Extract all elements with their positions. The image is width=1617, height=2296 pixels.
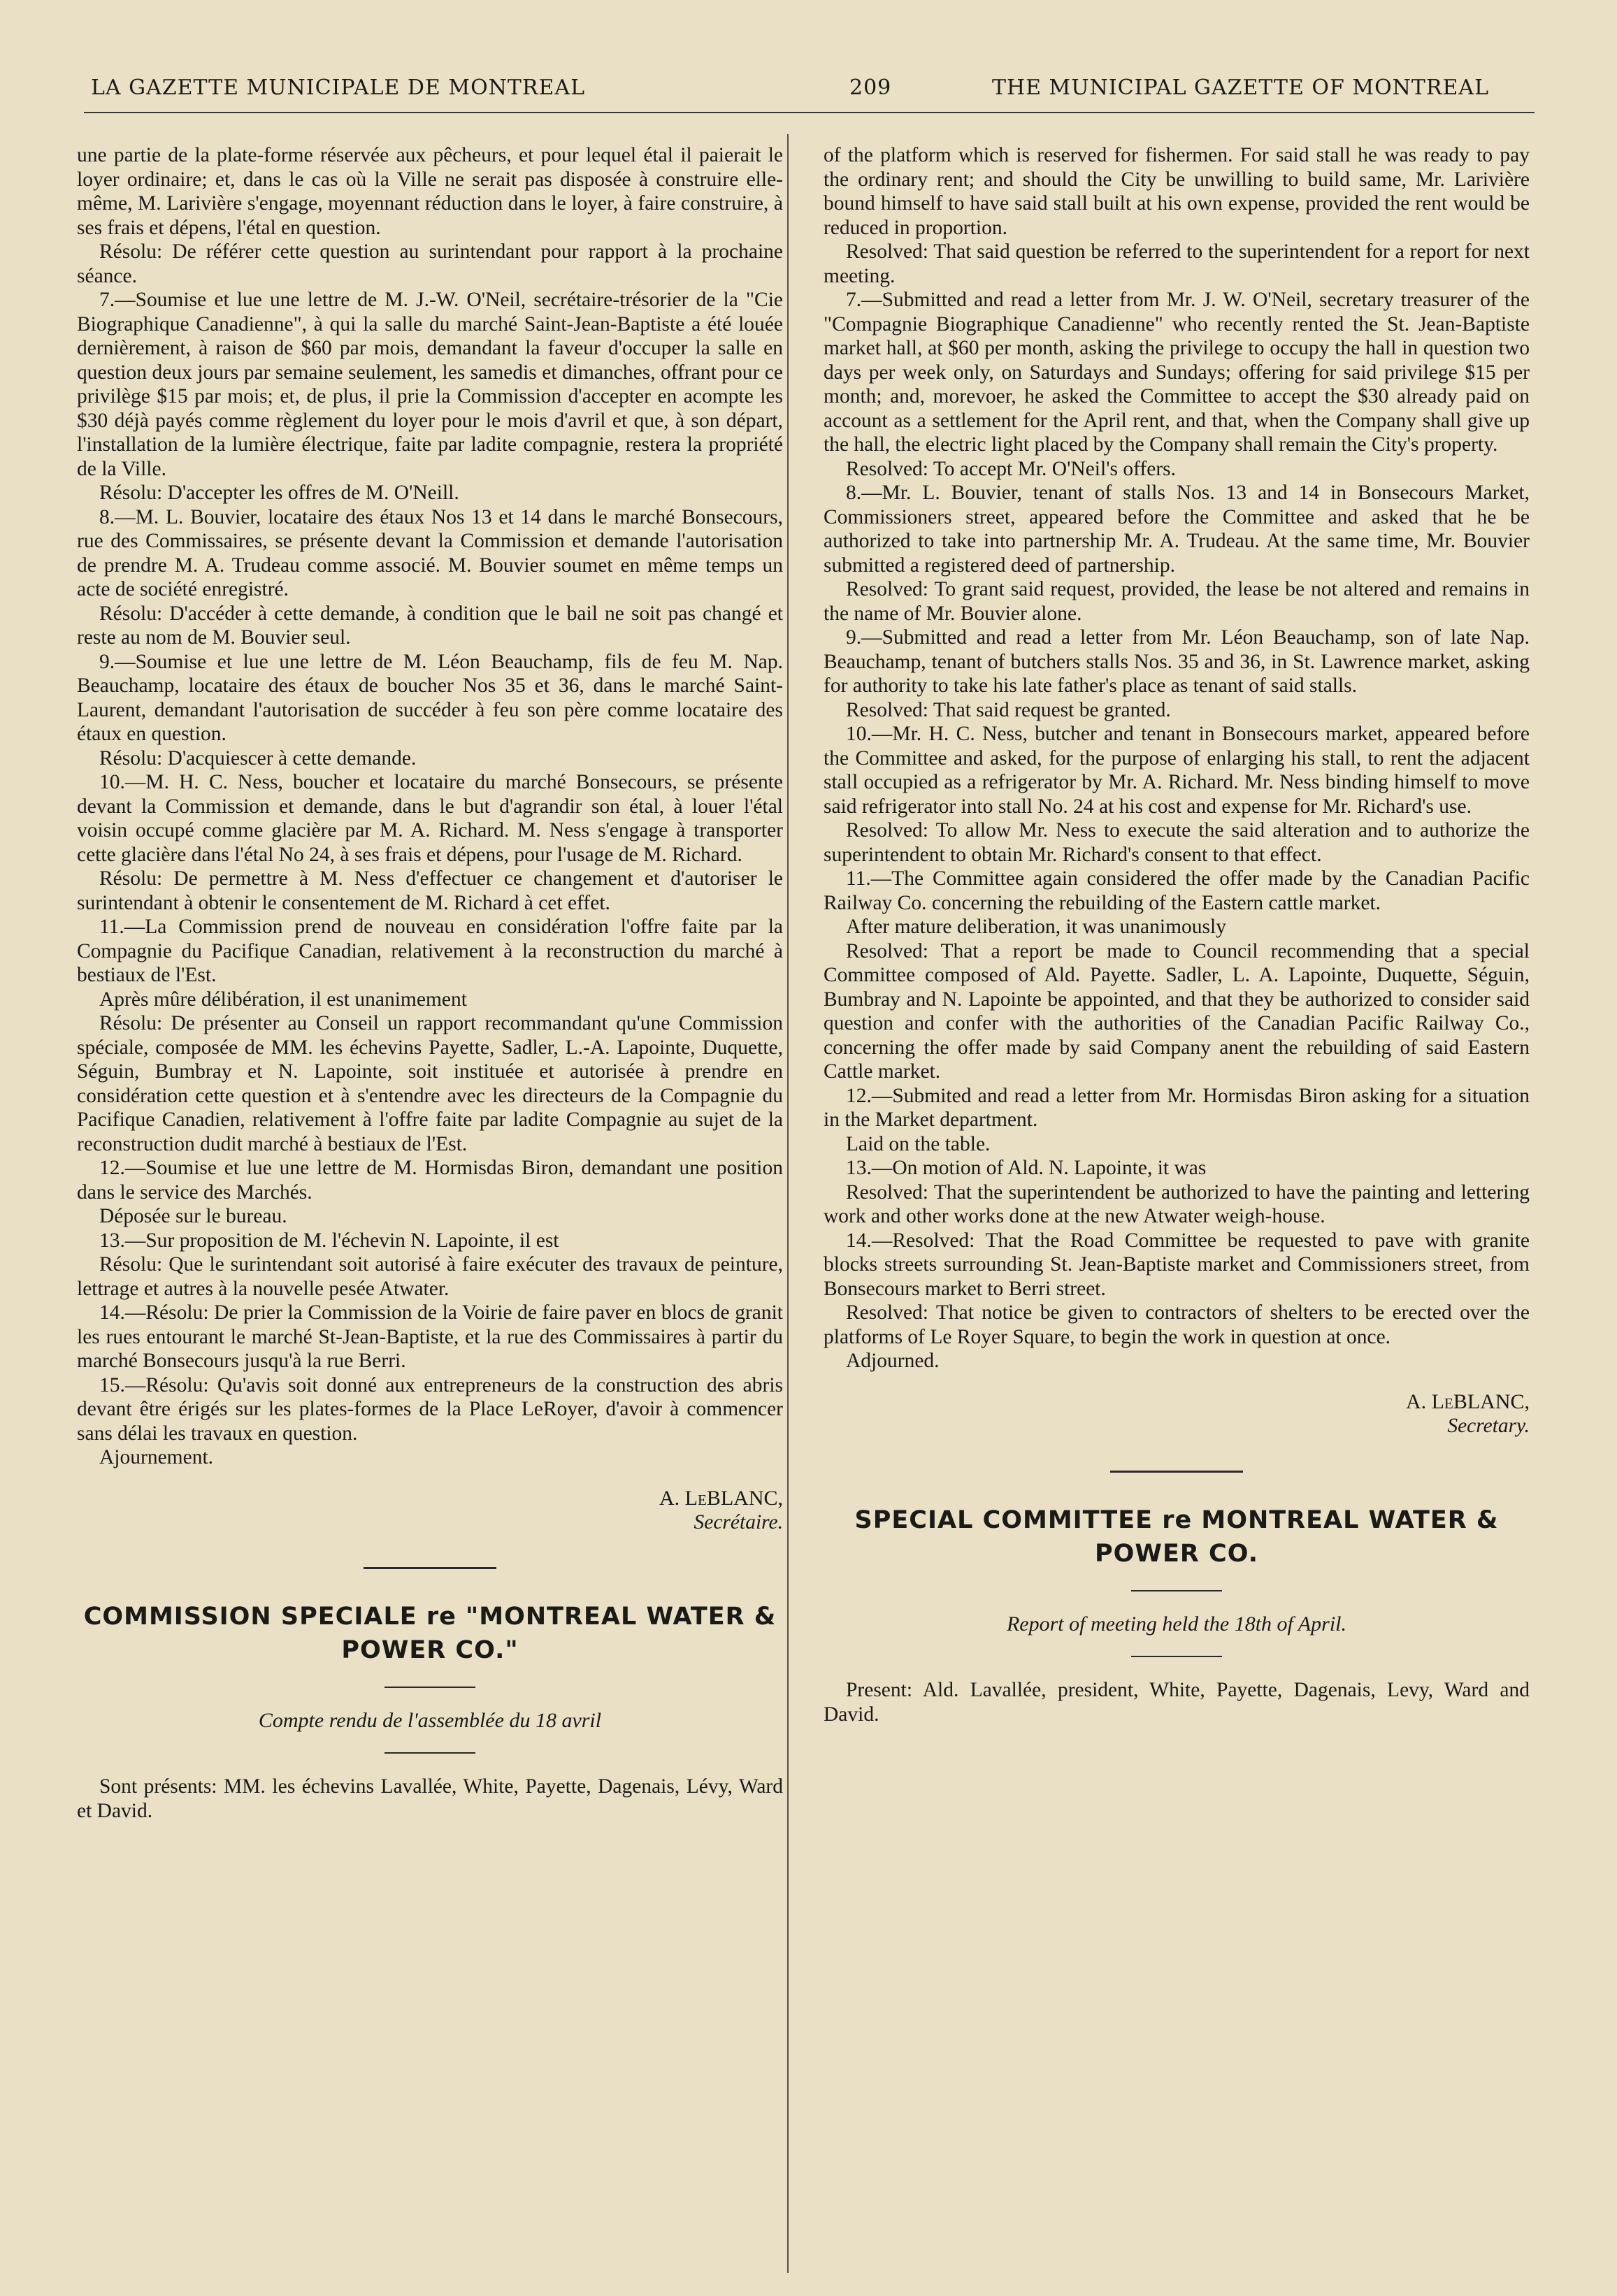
minute-paragraph: After mature deliberation, it was unanimously xyxy=(846,916,1226,938)
minute-paragraph: 14.—Resolved: That the Road Committee be requested to pave with granite blocks streets surrounding St. Jean-Baptiste market and Commissioners street, from Bonsecours market to Berri street. xyxy=(824,1229,1530,1300)
subtitle-separator xyxy=(1131,1656,1222,1657)
minute-paragraph: 10.—Mr. H. C. Ness, butcher and tenant in Bonsecours market, appeared before the Committee and asked, for the purpose of enlarging his stall, to rent the adjacent stall occupied as a refrigerator by Mr. A. Richard. Mr. Ness binding himself to move said refrigerator into stall No. 24 at his cost and expense for Mr. Richard's use. xyxy=(824,723,1530,818)
section-separator xyxy=(1110,1471,1243,1473)
header-french-title: LA GAZETTE MUNICIPALE DE MONTREAL xyxy=(91,75,586,100)
minute-paragraph: Laid on the table. xyxy=(846,1132,991,1155)
english-minutes xyxy=(824,143,1530,1373)
minute-paragraph: Resolved: To accept Mr. O'Neil's offers. xyxy=(846,457,1176,480)
minute-paragraph: 8.—M. L. Bouvier, locataire des étaux Nos 13 et 14 dans le marché Bonsecours, rue des Commissaires, se présente devant la Commission et demande l'autorisation de prendre M. A. Trudeau comme associé. M. Bouvier soumet en même temps un acte de société enregistré. xyxy=(77,505,783,600)
french-column xyxy=(77,143,783,1823)
minute-paragraph: 10.—M. H. C. Ness, boucher et locataire du marché Bonsecours, se présente devant la Commission et demande, dans le but d'agrandir son étal, à louer l'étal voisin occupé comme glacière par M. A. Richard. M. Ness s'engage à transporter cette glacière dans l'étal No 24, à ses frais et dépens, pour l'usage de M. Richard. xyxy=(77,771,783,866)
french-section-subtitle: Compte rendu de l'assemblée du 18 avril xyxy=(258,1708,602,1732)
french-minutes xyxy=(77,143,783,1470)
minute-paragraph: Résolu: De permettre à M. Ness d'effectuer ce changement et d'autoriser le surintendant à obtenir le consentement de M. Richard à cet effet. xyxy=(77,867,783,914)
column-divider xyxy=(787,134,789,2273)
minute-paragraph: Ajournement. xyxy=(99,1446,214,1468)
minute-paragraph: 13.—On motion of Ald. N. Lapointe, it was xyxy=(846,1157,1207,1179)
minute-paragraph: Resolved: To grant said request, provided, the lease be not altered and remains in the name of Mr. Bouvier alone. xyxy=(824,578,1530,625)
minute-paragraph: Resolved: To allow Mr. Ness to execute the said alteration and to authorize the superintendent to obtain Mr. Richard's consent to that effect. xyxy=(824,819,1530,866)
minute-paragraph: 9.—Soumise et lue une lettre de M. Léon Beauchamp, fils de feu M. Nap. Beauchamp, locataire des étaux de boucher Nos 35 et 36, dans le marché Saint-Laurent, demandant l'autorisation de succéder à feu son père comme locataire des étaux en question. xyxy=(77,650,783,745)
minute-paragraph: Après mûre délibération, il est unanimement xyxy=(99,988,467,1011)
minute-paragraph: 7.—Soumise et lue une lettre de M. J.-W. O'Neil, secrétaire-trésorier de la "Cie Biographique Canadienne", à qui la salle du marché Saint-Jean-Baptiste a été louée dernièrement, à raison de $60 par mois, demandant la faveur d'occuper la salle en question deux jours par semaine seulement, les samedis et dimanches, offrant pour ce privilège $15 par mois; et, de plus, il prie la Commission d'accepter en acompte les $30 déjà payés comme règlement du loyer pour le mois d'avril et que, à son départ, l'installation de la lumière électrique, faite par ladite compagnie, restera la propriété de la Ville. xyxy=(77,289,783,480)
subtitle-separator xyxy=(385,1752,475,1754)
minute-paragraph: 12.—Soumise et lue une lettre de M. Hormisdas Biron, demandant une position dans le service des Marchés. xyxy=(77,1157,783,1204)
minute-paragraph: 12.—Submited and read a letter from Mr. Hormisdas Biron asking for a situation in the Market department. xyxy=(824,1084,1530,1131)
minute-paragraph: Résolu: D'acquiescer à cette demande. xyxy=(99,746,417,770)
section-separator xyxy=(364,1567,496,1569)
header-rule xyxy=(84,112,1535,113)
minute-paragraph: Déposée sur le bureau. xyxy=(99,1205,287,1227)
english-signature-title: Secretary. xyxy=(1447,1415,1530,1437)
minute-paragraph: Résolu: De présenter au Conseil un rapport recommandant qu'une Commission spéciale, composée de MM. les échevins Payette, Sadler, L.-A. Lapointe, Duquette, Séguin, Bumbray et N. Lapointe, soit instituée et autorisée à prendre en considération cette question et à s'entendre avec les directeurs de la Compagnie du Pacifique Canadien, relativement à l'offre faite par ladite Compagnie au sujet de la reconstruction dudit marché à bestiaux de l'Est. xyxy=(77,1012,783,1155)
minute-paragraph: 11.—The Committee again considered the offer made by the Canadian Pacific Railway Co. concerning the rebuilding of the Eastern cattle market. xyxy=(824,867,1530,914)
french-section-title: COMMISSION SPECIALE re "MONTREAL WATER & POWER CO." xyxy=(83,1602,777,1664)
minute-paragraph: of the platform which is reserved for fishermen. For said stall he was ready to pay the ordinary rent; and should the City be unwilling to build same, Mr. Larivière bound himself to have said stall built at his own expense, provided the rent would be reduced in proportion. xyxy=(824,144,1530,239)
minute-paragraph: Résolu: D'accéder à cette demande, à condition que le bail ne soit pas changé et reste au nom de M. Bouvier seul. xyxy=(77,602,783,649)
title-separator xyxy=(385,1687,475,1688)
minute-paragraph: Résolu: De référer cette question au surintendant pour rapport à la prochaine séance. xyxy=(77,240,783,287)
english-present-list: Present: Ald. Lavallée, president, White, Payette, Dagenais, Levy, Ward and David. xyxy=(824,1679,1530,1726)
title-separator xyxy=(1131,1590,1222,1591)
french-signature: A. LeBLANC, xyxy=(659,1486,783,1510)
minute-paragraph: Adjourned. xyxy=(846,1350,940,1372)
french-present-list: Sont présents: MM. les échevins Lavallée, White, Payette, Dagenais, Lévy, Ward et David. xyxy=(77,1775,783,1822)
minute-paragraph: Resolved: That a report be made to Council recommending that a special Committee composed of Ald. Payette. Sadler, L. A. Lapointe, Duquette, Séguin, Bumbray and N. Lapointe be appointed, and that they be authorized to consider said question and confer with the authorities of the Canadian Pacific Railway Co., concerning the offer made by said Company anent the rebuilding of said Eastern Cattle market. xyxy=(824,939,1530,1083)
minute-paragraph: Résolu: D'accepter les offres de M. O'Neill. xyxy=(99,482,459,504)
minute-paragraph: 13.—Sur proposition de M. l'échevin N. Lapointe, il est xyxy=(99,1229,559,1252)
header-english-title: THE MUNICIPAL GAZETTE OF MONTREAL xyxy=(991,75,1489,100)
english-column xyxy=(824,143,1530,1726)
minute-paragraph: 7.—Submitted and read a letter from Mr. J. W. O'Neil, secretary treasurer of the "Compagnie Biographique Canadienne" who recently rented the St. Jean-Baptiste market hall, at $60 per month, asking the privilege to occupy the hall in question two days per week only, on Saturdays and Sundays; offering for said privilege $15 per month; and, morevoer, he asked the Committee to accept the $30 already paid on account as a settlement for the April rent, and that, when the Company shall give up the hall, the electric light placed by the Company shall remain the City's property. xyxy=(824,289,1530,456)
english-section-title: SPECIAL COMMITTEE re MONTREAL WATER & POWER CO. xyxy=(854,1506,1499,1568)
french-signature-title: Secrétaire. xyxy=(693,1511,783,1533)
minute-paragraph: 9.—Submitted and read a letter from Mr. Léon Beauchamp, son of late Nap. Beauchamp, tenant of butchers stalls Nos. 35 and 36, in St. Lawrence market, asking for authority to take his late father's place as tenant of said stalls. xyxy=(824,626,1530,697)
minute-paragraph: Resolved: That said request be granted. xyxy=(846,698,1171,721)
minute-paragraph: 8.—Mr. L. Bouvier, tenant of stalls Nos. 13 and 14 in Bonsecours Market, Commissioners street, appeared before the Committee and asked that he be authorized to take into partnership Mr. A. Trudeau. At the same time, Mr. Bouvier submitted a registered deed of partnership. xyxy=(824,482,1530,577)
minute-paragraph: Résolu: Que le surintendant soit autorisé à faire exécuter des travaux de peinture, lettrage et autres à la nouvelle pesée Atwater. xyxy=(77,1253,783,1300)
minute-paragraph: 11.—La Commission prend de nouveau en considération l'offre faite par la Compagnie du Pacifique Canadian, relativement à la reconstruction du marché à bestiaux de l'Est. xyxy=(77,916,783,986)
english-section-subtitle: Report of meeting held the 18th of April. xyxy=(1006,1612,1347,1636)
minute-paragraph: une partie de la plate-forme réservée aux pêcheurs, et pour lequel étal il paierait le loyer ordinaire; et, dans le cas où la Ville ne serait pas disposée à construire elle-même, M. Larivière s'engage, moyennant réduction dans le loyer, à faire construire, à ses frais et dépens, l'étal en question. xyxy=(77,144,783,239)
minute-paragraph: Resolved: That the superintendent be authorized to have the painting and lettering work and other works done at the new Atwater weigh-house. xyxy=(824,1181,1530,1227)
minute-paragraph: 14.—Résolu: De prier la Commission de la Voirie de faire paver en blocs de granit les rues entourant le marché St-Jean-Baptiste, et la rue des Commissaires à partir du marché Bonsecours jusqu'à la rue Berri. xyxy=(77,1301,783,1372)
minute-paragraph: Resolved: That notice be given to contractors of shelters to be erected over the platforms of Le Royer Square, to begin the work in question at once. xyxy=(824,1301,1530,1348)
english-signature: A. LeBLANC, xyxy=(1406,1389,1530,1413)
page-number: 209 xyxy=(849,75,892,100)
minute-paragraph: Resolved: That said question be referred to the superintendent for a report for next meeting. xyxy=(824,240,1530,287)
page-header xyxy=(91,68,1489,110)
minute-paragraph: 15.—Résolu: Qu'avis soit donné aux entrepreneurs de la construction des abris devant être érigés sur les plates-formes de la Place LeRoyer, d'avoir à commencer sans délai les travaux en question. xyxy=(77,1373,783,1445)
